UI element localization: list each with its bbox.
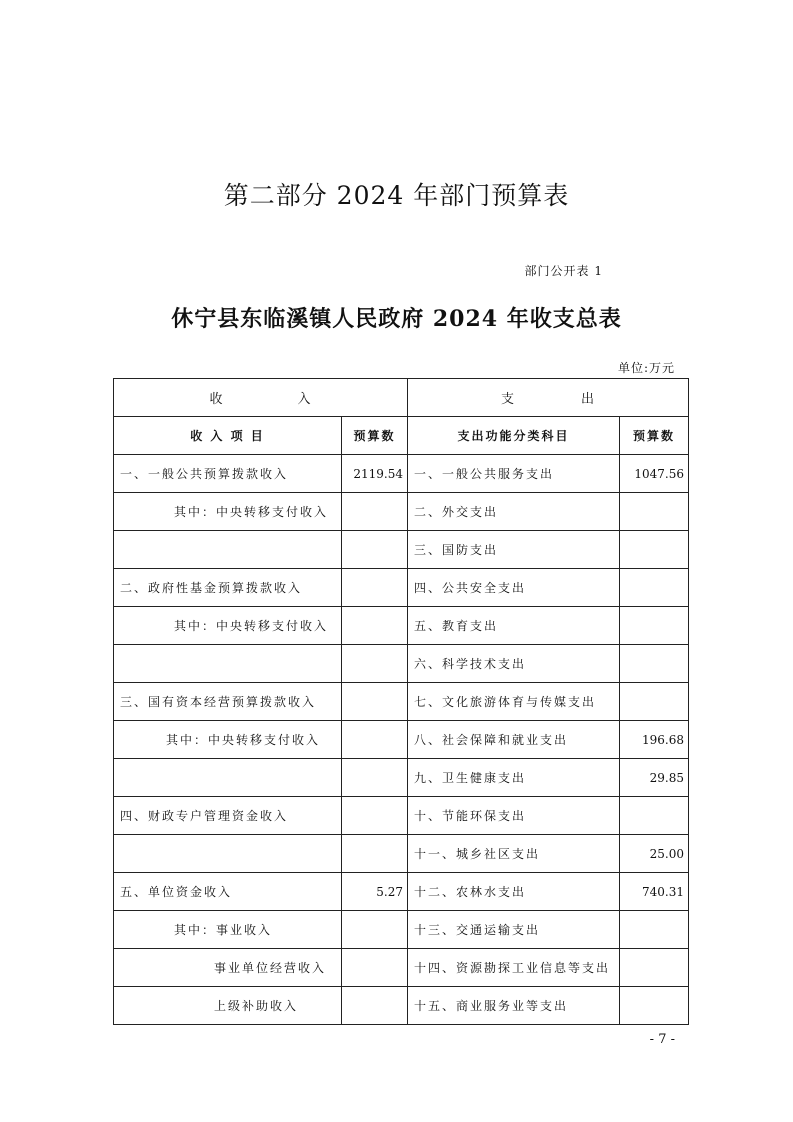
expense-header-char-2: 出 xyxy=(581,392,596,407)
table-row xyxy=(114,645,689,683)
expense-item-header: 支出功能分类科目 xyxy=(408,417,620,455)
table-row xyxy=(114,987,689,1025)
expense-value xyxy=(620,987,689,1025)
expense-item: 二、外交支出 xyxy=(408,493,620,531)
expense-item: 十、节能环保支出 xyxy=(408,797,620,835)
section-title: 第二部分 2024 年部门预算表 xyxy=(223,181,570,210)
expense-item: 五、教育支出 xyxy=(408,607,620,645)
expense-value xyxy=(620,493,689,531)
income-header-char-2: 入 xyxy=(297,392,312,407)
table-row xyxy=(114,607,689,645)
expense-item: 四、公共安全支出 xyxy=(408,569,620,607)
table-row xyxy=(114,493,689,531)
income-item xyxy=(114,835,342,873)
income-item: 五、单位资金收入 xyxy=(114,873,342,911)
expense-item: 十二、农林水支出 xyxy=(408,873,620,911)
income-value xyxy=(342,645,408,683)
income-value xyxy=(342,531,408,569)
expense-value: 25.00 xyxy=(620,835,689,873)
table-number-label: 部门公开表 1 xyxy=(524,264,603,278)
income-value xyxy=(342,493,408,531)
expense-value xyxy=(620,645,689,683)
income-header-char-1: 收 xyxy=(209,392,224,407)
table-row xyxy=(114,949,689,987)
income-value: 2119.54 xyxy=(342,455,408,493)
income-value xyxy=(342,683,408,721)
income-item: 其中：中央转移支付收入 xyxy=(114,493,342,531)
expense-item: 六、科学技术支出 xyxy=(408,645,620,683)
table-row xyxy=(114,835,689,873)
table-row xyxy=(114,569,689,607)
income-item-header: 收 入 项 目 xyxy=(114,417,342,455)
budget-summary-table xyxy=(113,378,689,1025)
expense-item: 十四、资源勘探工业信息等支出 xyxy=(408,949,620,987)
income-item xyxy=(114,759,342,797)
expense-value: 1047.56 xyxy=(620,455,689,493)
expense-item: 十一、城乡社区支出 xyxy=(408,835,620,873)
income-value: 5.27 xyxy=(342,873,408,911)
table-row xyxy=(114,911,689,949)
income-value xyxy=(342,569,408,607)
expense-item: 八、社会保障和就业支出 xyxy=(408,721,620,759)
expense-header-char-1: 支 xyxy=(500,392,515,407)
income-item: 二、政府性基金预算拨款收入 xyxy=(114,569,342,607)
expense-value xyxy=(620,683,689,721)
expense-value xyxy=(620,607,689,645)
income-value xyxy=(342,759,408,797)
expense-value xyxy=(620,569,689,607)
expense-item: 十五、商业服务业等支出 xyxy=(408,987,620,1025)
table-title: 休宁县东临溪镇人民政府 2024 年收支总表 xyxy=(171,306,622,332)
income-item: 三、国有资本经营预算拨款收入 xyxy=(114,683,342,721)
income-item: 其中：事业收入 xyxy=(114,911,342,949)
table-row xyxy=(114,455,689,493)
expense-value xyxy=(620,797,689,835)
expense-item: 七、文化旅游体育与传媒支出 xyxy=(408,683,620,721)
income-group-header xyxy=(114,379,408,417)
column-header-row xyxy=(114,417,689,455)
expense-value xyxy=(620,531,689,569)
income-item: 四、财政专户管理资金收入 xyxy=(114,797,342,835)
table-row xyxy=(114,531,689,569)
expense-value: 196.68 xyxy=(620,721,689,759)
unit-label: 单位:万元 xyxy=(617,361,675,375)
expense-budget-header: 预算数 xyxy=(620,417,689,455)
table-row xyxy=(114,797,689,835)
income-value xyxy=(342,949,408,987)
table-row xyxy=(114,721,689,759)
income-value xyxy=(342,797,408,835)
income-item xyxy=(114,531,342,569)
expense-item: 一、一般公共服务支出 xyxy=(408,455,620,493)
income-value xyxy=(342,835,408,873)
income-value xyxy=(342,607,408,645)
expense-item: 三、国防支出 xyxy=(408,531,620,569)
income-item: 其中：中央转移支付收入 xyxy=(114,721,342,759)
income-item xyxy=(114,645,342,683)
expense-item: 十三、交通运输支出 xyxy=(408,911,620,949)
table-row xyxy=(114,873,689,911)
income-item: 一、一般公共预算拨款收入 xyxy=(114,455,342,493)
expense-group-header xyxy=(408,379,689,417)
table-row xyxy=(114,683,689,721)
income-item: 事业单位经营收入 xyxy=(114,949,342,987)
income-value xyxy=(342,911,408,949)
income-item: 上级补助收入 xyxy=(114,987,342,1025)
expense-item: 九、卫生健康支出 xyxy=(408,759,620,797)
expense-value: 740.31 xyxy=(620,873,689,911)
income-budget-header: 预算数 xyxy=(342,417,408,455)
group-header-row xyxy=(114,379,689,417)
expense-value xyxy=(620,949,689,987)
page-number: - 7 - xyxy=(649,1032,675,1047)
expense-value: 29.85 xyxy=(620,759,689,797)
income-value xyxy=(342,721,408,759)
income-value xyxy=(342,987,408,1025)
expense-value xyxy=(620,911,689,949)
table-row xyxy=(114,759,689,797)
income-item: 其中：中央转移支付收入 xyxy=(114,607,342,645)
